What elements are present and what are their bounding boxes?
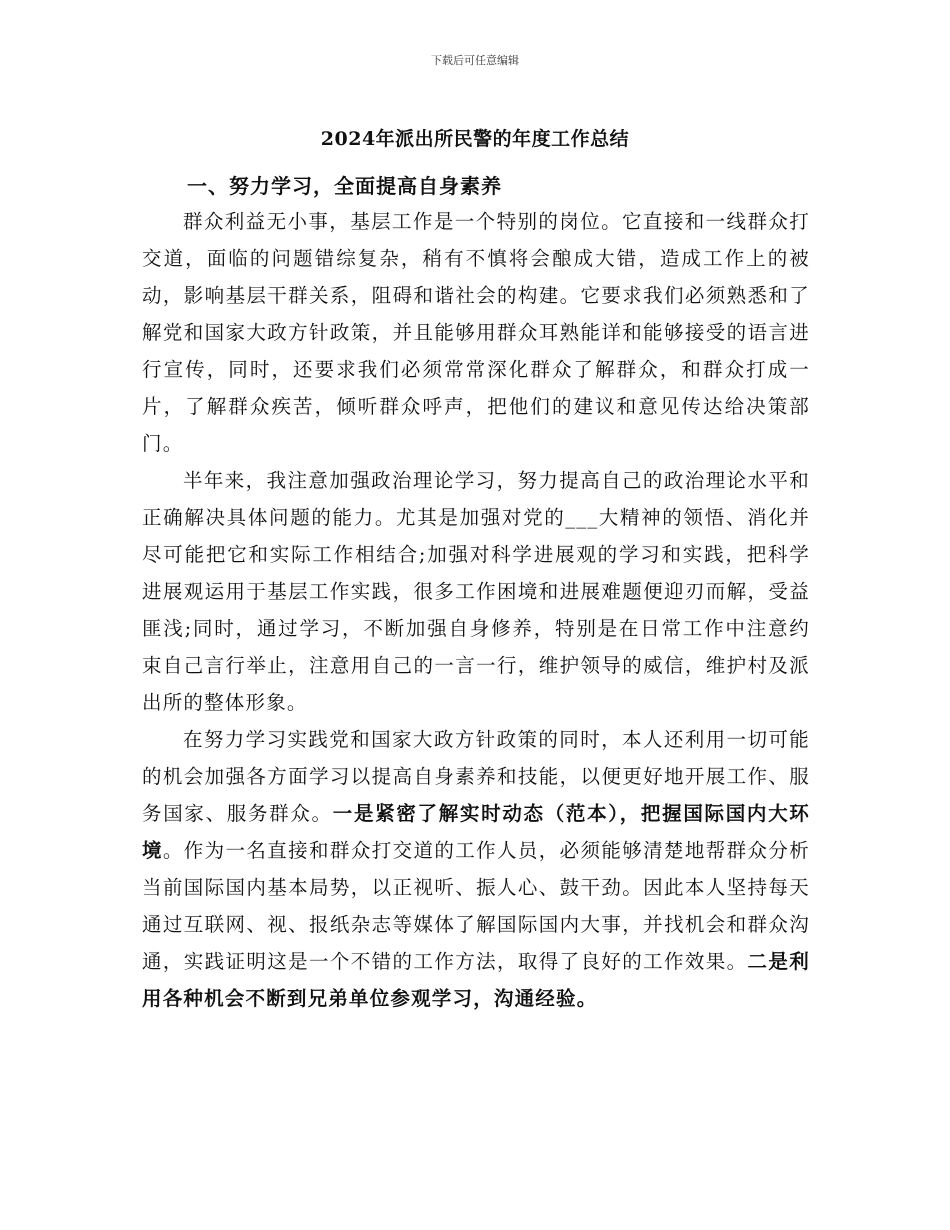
paragraph-3-text-3: 。 xyxy=(576,987,598,1010)
section-heading: 一、努力学习，全面提高自身素养 xyxy=(187,174,502,198)
paragraph-3-text-2: 。作为一名直接和群众打交道的工作人员，必须能够清楚地帮群众分析当前国际国内基本局势，以正视听、振人心、鼓干劲。因此本人坚持每天通过互联网、视、报纸杂志等媒体了解国际国内大事，并找机会和群众沟通，实践证明这是一个不错的工作方法，取得了良好的工作效果。 xyxy=(142,839,811,973)
paragraph-3-bold-2: 二是利用各种机会不断到兄弟单位参观学习，沟通经验 xyxy=(142,950,810,1010)
paragraph-3-text-1: 在努力学习实践党和国家大政方针政策的同时，本人还利用一切可能的机会加强各方面学习以提高自身素养和技能，以便更好地开展工作、服务国家、服务群众。 xyxy=(142,728,810,825)
paragraph-1: 群众利益无小事，基层工作是一个特别的岗位。它直接和一线群众打交道，面临的问题错综复杂，稍有不慎将会酿成大错，造成工作上的被动，影响基层干群关系，阻碍和谐社会的构建。它要求我们必须熟悉和了解党和国家大政方针政策，并且能够用群众耳熟能详和能够接受的语言进行宣传，同时，还要求我们必须常常深化群众了解群众，和群众打成一片，了解群众疾苦，倾听群众呼声，把他们的建议和意见传达给决策部门。 xyxy=(142,210,810,455)
document-title: 2024年派出所民警的年度工作总结 xyxy=(320,128,630,150)
paragraph-3 xyxy=(142,721,810,1017)
paragraph-2: 半年来，我注意加强政治理论学习，努力提高自己的政治理论水平和正确解决具体问题的能力。尤其是加强对党的___大精神的领悟、消化并尽可能把它和实际工作相结合;加强对科学进展观的学习和实践，把科学进展观运用于基层工作实践，很多工作困境和进展难题便迎刃而解，受益匪浅;同时，通过学习，不断加强自身修养，特别是在日常工作中注意约束自己言行举止，注意用自己的一言一行，维护领导的威信，维护村及派出所的整体形象。 xyxy=(142,469,810,714)
document-body xyxy=(142,203,810,1017)
paragraph-3-bold-1: 一是紧密了解实时动态（范本），把握国际国内大环境 xyxy=(142,802,810,862)
header-note: 下载后可任意编辑 xyxy=(431,54,519,67)
